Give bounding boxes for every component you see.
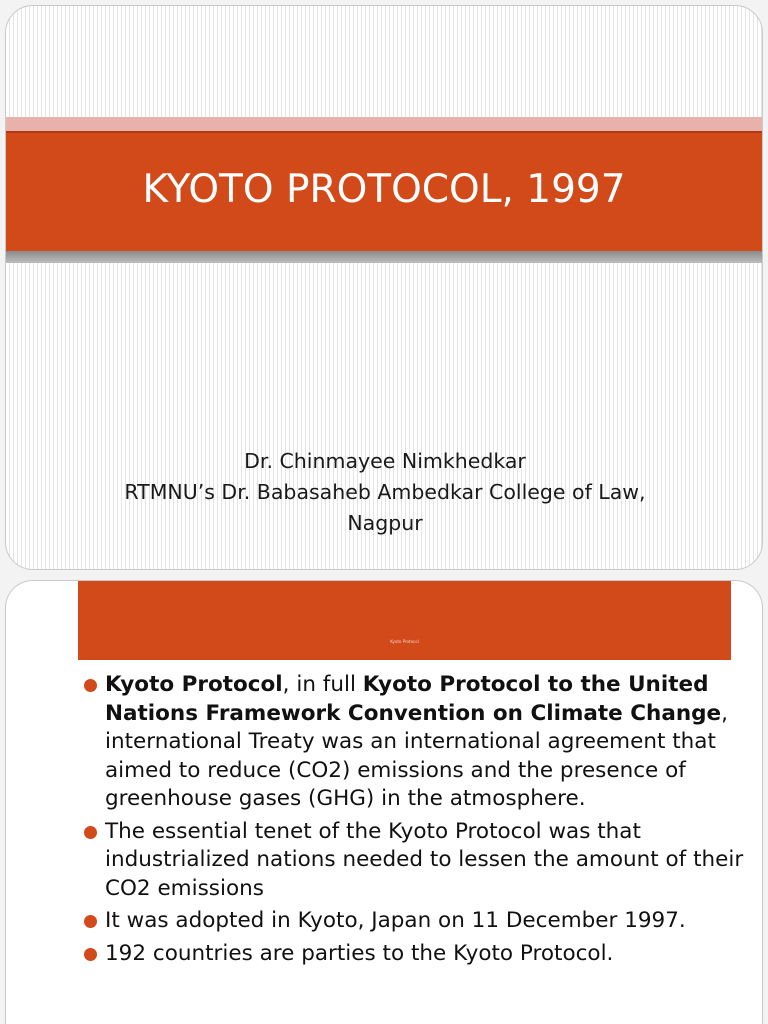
bullet-dot-icon [84, 679, 97, 692]
title-shadow-band [6, 251, 762, 263]
text-run: , in full [282, 672, 363, 697]
list-item [84, 818, 744, 904]
slide-subtitle [46, 446, 724, 539]
bullet-dot-icon [84, 948, 97, 961]
bullet-list [84, 671, 744, 972]
bold-term: Kyoto Protocol to the United Nations Framework Convention on Climate Change [105, 672, 722, 726]
title-top-band [6, 117, 762, 131]
bullet-dot-icon [84, 915, 97, 928]
list-item-text: 192 countries are parties to the Kyoto Protocol. [105, 940, 614, 966]
affiliation-line-1: RTMNU’s Dr. Babasaheb Ambedkar College of Law, [124, 480, 646, 504]
list-item-text: It was adopted in Kyoto, Japan on 11 December 1997. [105, 908, 686, 933]
bullet-dot-icon [84, 826, 97, 839]
list-item [84, 907, 744, 936]
slide-title: KYOTO PROTOCOL, 1997 [142, 167, 626, 212]
text-run: , international Treaty was an international agreement that aimed to reduce (CO2) emissions and the presence of greenhouse gases (GHG) in the atmosphere. [105, 700, 728, 811]
header-caption: Kyoto Protocol [390, 639, 419, 644]
bold-term: Kyoto Protocol [105, 672, 283, 697]
affiliation-line-2: Nagpur [347, 511, 423, 535]
list-item [84, 671, 744, 814]
title-slide[interactable] [5, 5, 763, 570]
content-slide[interactable] [5, 580, 763, 1024]
list-item [84, 940, 744, 969]
content-header-bar [78, 580, 731, 660]
author-name: Dr. Chinmayee Nimkhedkar [244, 449, 526, 473]
list-item-text: The essential tenet of the Kyoto Protocol was that industrialized nations needed to lessen the amount of their CO2 emissions [105, 818, 744, 901]
